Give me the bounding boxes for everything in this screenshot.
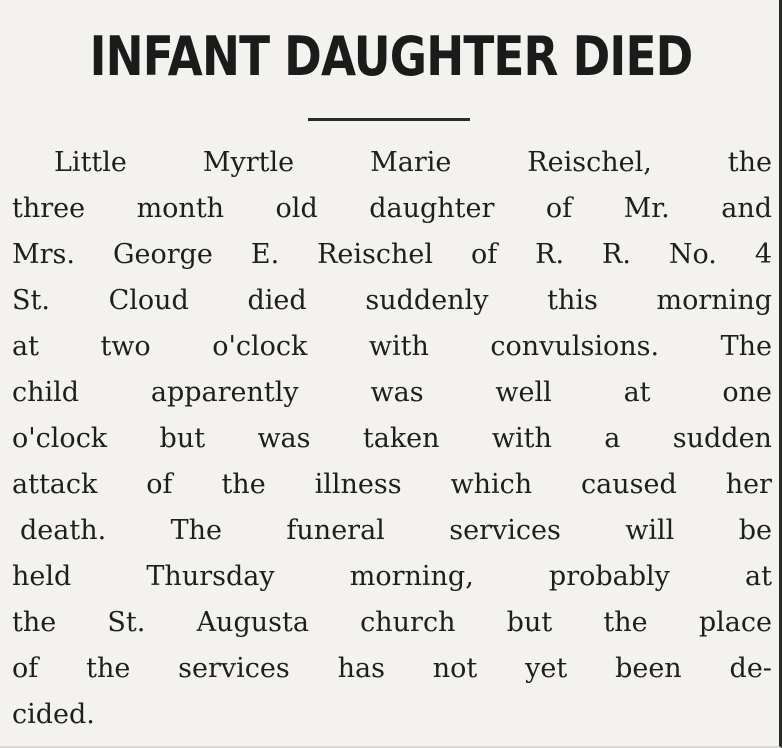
article-word: morning: [656, 285, 772, 316]
article-word: a: [604, 423, 621, 454]
article-word: church: [360, 607, 456, 638]
article-word: The: [170, 515, 222, 546]
article-word: of: [545, 193, 573, 224]
article-word: of: [146, 469, 173, 500]
article-line: [12, 186, 772, 232]
article-word: George: [112, 239, 213, 270]
article-word: one: [722, 377, 772, 408]
article-word: two: [100, 331, 151, 362]
headline: INFANT DAUGHTER DIED: [89, 25, 693, 88]
article-word: Cloud: [108, 285, 189, 316]
article-word: St.: [12, 285, 50, 316]
article-word: the: [12, 607, 57, 638]
article-word: illness: [314, 469, 402, 500]
article-word: o'clock: [212, 331, 308, 362]
article-word: and: [721, 193, 772, 224]
article-word: has: [337, 653, 385, 684]
article-line: [12, 554, 772, 600]
article-word: with: [491, 423, 552, 454]
article-line: [12, 646, 772, 692]
article-word: which: [450, 469, 533, 500]
article-word: death.: [20, 515, 107, 546]
article-word: at: [745, 561, 772, 592]
article-word: month: [136, 193, 225, 224]
article-word: attack: [12, 469, 98, 500]
article-word: but: [159, 423, 206, 454]
article-word: R.: [602, 239, 631, 270]
article-word: will: [625, 515, 675, 546]
article-word: o'clock: [12, 423, 108, 454]
headline-divider: [308, 118, 470, 121]
article-word: St.: [107, 607, 146, 638]
article-word: well: [495, 377, 552, 408]
article-word: Little: [54, 147, 127, 178]
article-word: place: [698, 607, 772, 638]
article-word: Myrtle: [202, 147, 295, 178]
article-word: convulsions.: [490, 331, 660, 362]
article-word: of: [470, 239, 498, 270]
article-word: Mrs.: [12, 239, 75, 270]
article-word: de-: [729, 653, 772, 684]
article-word: E.: [250, 239, 280, 270]
article-word: Marie: [370, 147, 452, 178]
article-word: R.: [535, 239, 565, 270]
article-word: daughter: [369, 193, 495, 224]
article-word: but: [506, 607, 553, 638]
article-word: of: [12, 653, 39, 684]
article-word: with: [368, 331, 429, 362]
article-word: sudden: [672, 423, 772, 454]
article-line: [12, 278, 772, 324]
article-word: the: [727, 147, 772, 178]
article-word: old: [275, 193, 318, 224]
article-word: services: [178, 653, 290, 684]
article-line: [12, 692, 772, 738]
article-word: caused: [581, 469, 677, 500]
article-line: [12, 232, 772, 278]
article-word: the: [221, 469, 266, 500]
article-word: this: [547, 285, 598, 316]
article-word: suddenly: [365, 285, 489, 316]
article-word: been: [615, 653, 682, 684]
article-word: yet: [525, 653, 568, 684]
article-line: [12, 140, 772, 186]
article-word: was: [370, 377, 424, 408]
article-word: three: [12, 193, 86, 224]
article-word: taken: [362, 423, 440, 454]
article-word: apparently: [150, 377, 299, 408]
article-word: be: [738, 515, 772, 546]
article-word: her: [725, 469, 772, 500]
article-word: the: [86, 653, 131, 684]
article-word: funeral: [286, 515, 385, 546]
article-word: Augusta: [196, 607, 309, 638]
article-word: cided.: [12, 699, 95, 730]
article-word: No.: [668, 239, 717, 270]
article-word: services: [449, 515, 561, 546]
article-line: [12, 462, 772, 508]
article-word: 4: [754, 239, 772, 270]
article-word: Reischel,: [527, 147, 652, 178]
article-line: [12, 508, 772, 554]
article-word: died: [247, 285, 307, 316]
article-word: The: [720, 331, 772, 362]
article-line: [12, 370, 772, 416]
article-word: at: [12, 331, 39, 362]
article-word: morning,: [349, 561, 474, 592]
article-word: was: [257, 423, 311, 454]
article-word: held: [12, 561, 72, 592]
article-word: not: [432, 653, 478, 684]
article-word: Thursday: [146, 561, 275, 592]
article-word: Mr.: [623, 193, 670, 224]
article-line: [12, 600, 772, 646]
article-word: at: [623, 377, 651, 408]
article-word: Reischel: [317, 239, 434, 270]
article-word: probably: [548, 561, 670, 592]
article-word: the: [603, 607, 648, 638]
article-word: child: [12, 377, 80, 408]
article-body: [12, 140, 772, 738]
article-line: [12, 324, 772, 370]
article-line: [12, 416, 772, 462]
